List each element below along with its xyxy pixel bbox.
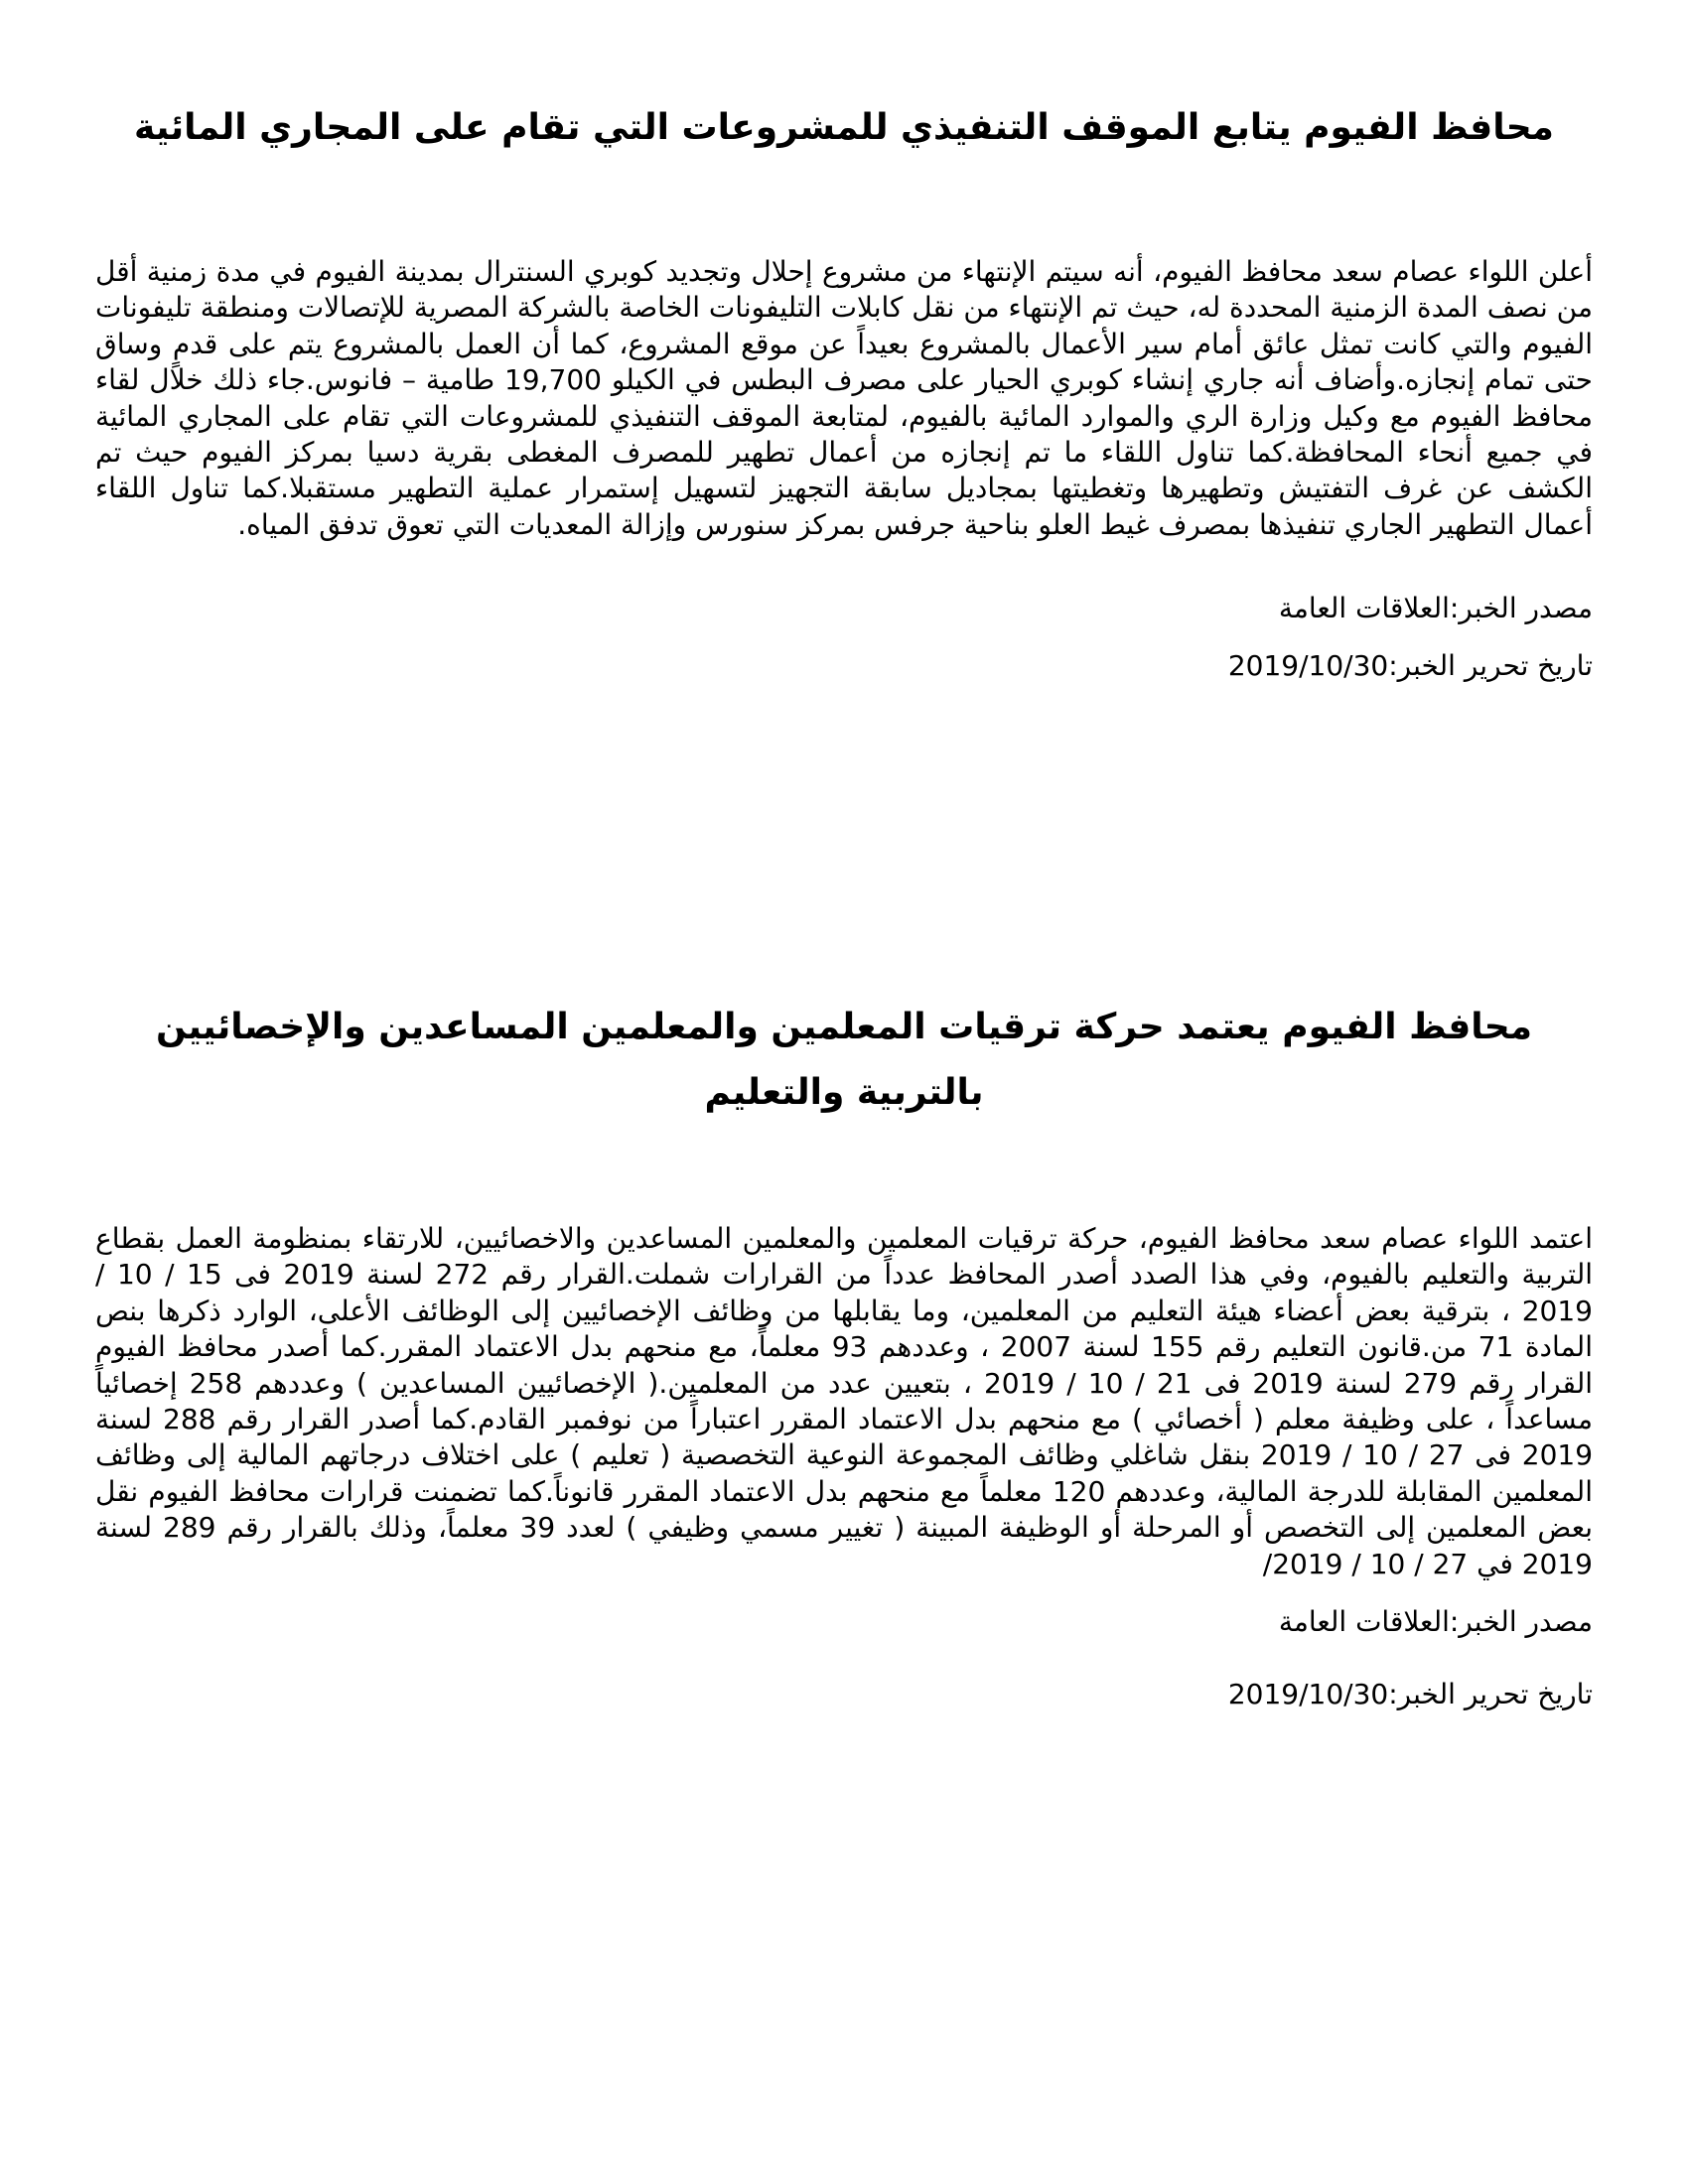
news-article <box>95 995 1593 1712</box>
news-source-label: مصدر الخبر: <box>1449 592 1593 625</box>
news-source-label: مصدر الخبر: <box>1449 1605 1593 1639</box>
article-headline: محافظ الفيوم يعتمد حركة ترقيات المعلمين والمعلمين المساعدين والإخصائيين بالتربية والتعليم <box>155 1007 1533 1113</box>
news-source-value: العلاقات العامة <box>1278 592 1450 625</box>
news-date-value: 2019/10/30 <box>1227 1678 1389 1711</box>
news-source-line <box>95 1604 1593 1640</box>
article-body: أعلن اللواء عصام سعد محافظ الفيوم، أنه سيتم الإنتهاء من مشروع إحلال وتجديد كوبري السنترال بمدينة الفيوم في مدة زمنية أقل من نصف المدة الزمنية المحددة له، حيث تم الإنتهاء من نقل كابلات التليفونات الخاصة بالشركة المصرية للإتصالات ومنطقة تليفونات الفيوم والتي كانت تمثل عائق أمام سير الأعمال بالمشروع بعيداً عن موقع المشروع، كما أن العمل بالمشروع يتم على قدمٍ وساق حتى تمام إنجازه.وأضاف أنه جاري إنشاء كوبري الحيار على مصرف البطس في الكيلو 19,700 طامية – فانوس.جاء ذلك خلال لقاء محافظ الفيوم مع وكيل وزارة الري والموارد المائية بالفيوم، لمتابعة الموقف التنفيذي للمشروعات التي تقام على المجاري المائية في جميع أنحاء المحافظة.كما تناول اللقاء ما تم إنجازه من أعمال تطهير للمصرف المغطى بقرية دسيا بمركز الفيوم حيث تم الكشف عن غرف التفتيش وتطهيرها وتغطيتها بمجاديل سابقة التجهيز لتسهيل إستمرار عملية التطهير مستقبلا.كما تناول اللقاء أعمال التطهير الجاري تنفيذها بمصرف غيط العلو بناحية جرفس بمركز سنورس وإزالة المعديات التي تعوق تدفق المياه. <box>95 255 1593 541</box>
news-date-line <box>95 648 1593 684</box>
news-date-value: 2019/10/30 <box>1227 649 1389 683</box>
news-article <box>95 95 1593 684</box>
news-date-label: تاريخ تحرير الخبر: <box>1388 649 1593 683</box>
news-date-label: تاريخ تحرير الخبر: <box>1388 1678 1593 1711</box>
news-source-value: العلاقات العامة <box>1278 1605 1450 1639</box>
article-body: اعتمد اللواء عصام سعد محافظ الفيوم، حركة ترقيات المعلمين والمعلمين المساعدين والاخصائيين، للارتقاء بمنظومة العمل بقطاع التربية والتعليم بالفيوم، وفي هذا الصدد أصدر المحافظ عدداً من القرارات شملت.القرار رقم 272 لسنة 2019 فى 15 / 10 / 2019 ، بترقية بعض أعضاء هيئة التعليم من المعلمين، وما يقابلها من وظائف الإخصائيين إلى الوظائف الأعلى، الوارد ذكرها بنص المادة 71 من.قانون التعليم رقم 155 لسنة 2007 ، وعددهم 93 معلماً، مع منحهم بدل الاعتماد المقرر.كما أصدر محافظ الفيوم القرار رقم 279 لسنة 2019 فى 21 / 10 / 2019 ، بتعيين عدد من المعلمين.( الإخصائيين المساعدين ) وعددهم 258 إخصائياً مساعداً ، على وظيفة معلم ( أخصائي ) مع منحهم بدل الاعتماد المقرر اعتباراً من نوفمبر القادم.كما أصدر القرار رقم 288 لسنة 2019 فى 27 / 10 / 2019 بنقل شاغلي وظائف المجموعة النوعية التخصصية ( تعليم ) على اختلاف درجاتهم المالية إلى وظائف المعلمين المقابلة للدرجة المالية، وعددهم 120 معلماً مع منحهم بدل الاعتماد المقرر قانوناً.كما تضمنت قرارات محافظ الفيوم نقل بعض المعلمين إلى التخصص أو المرحلة أو الوظيفة المبينة ( تغيير مسمي وظيفي ) لعدد 39 معلماً، وذلك بالقرار رقم 289 لسنة 2019 في 27 / 10 / 2019/ <box>95 1222 1594 1580</box>
news-date-line <box>95 1677 1593 1712</box>
document-page <box>95 0 1593 2184</box>
article-headline: محافظ الفيوم يتابع الموقف التنفيذي للمشروعات التي تقام على المجاري المائية <box>134 107 1554 148</box>
news-source-line <box>95 591 1593 626</box>
